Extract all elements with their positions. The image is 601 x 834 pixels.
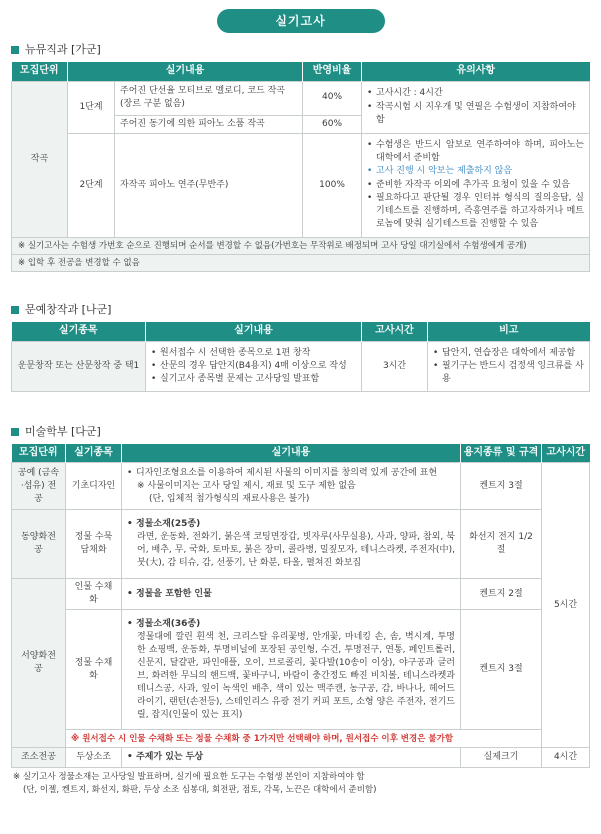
music-stage1: 1단계 (68, 81, 115, 133)
music-section-heading (11, 40, 590, 60)
music-stage2-note: • 필요하다고 판단될 경우 인터뷰 형식의 질의응답, 실기테스트를 진행하며, 즉흥연주를 하고자하거나 메트로놈에 맞춰 실기테스트를 진행할 수 있음 (367, 192, 584, 231)
music-stage2-note: • 준비한 자작곡 이외에 추가곡 요청이 있을 수 있음 (367, 179, 584, 192)
art-content-line: • 디자인조형요소를 이용하여 제시된 사물의 이미지를 창의력 있게 공간에 표현 (127, 467, 455, 480)
music-stage1-note: • 작곡시험 시 지우개 및 연필은 수험생이 지참하여야 함 (367, 101, 584, 127)
art-header-time: 고사시간 (542, 444, 590, 463)
music-stage2-item: 자작곡 피아노 연주(무반주) (115, 133, 303, 237)
writing-section-heading (11, 300, 590, 320)
writing-header-remarks: 비고 (428, 322, 590, 341)
writing-remark-item: • 답안지, 연습장은 대학에서 제공함 (433, 347, 584, 360)
music-heading-text: 뉴뮤직과 [가군] (25, 43, 101, 57)
music-stage1-note: • 고사시간 : 4시간 (367, 87, 584, 100)
music-header-ratio: 반영비율 (303, 62, 362, 81)
writing-content-item: • 원서접수 시 선택한 종목으로 1편 창작 (151, 347, 356, 360)
art-content-ink-wash (122, 510, 461, 579)
music-stage1-ratio1: 40% (303, 81, 362, 115)
art-unit-sculpture: 조소전공 (12, 748, 66, 768)
art-footnote-2: (단, 이젤, 켄트지, 화선지, 화판, 두상 소조 심봉대, 회전판, 점토, 각목, 노끈은 대학에서 준비함) (23, 784, 377, 795)
page-title: 실기고사 (217, 9, 385, 33)
music-unit-cell: 작곡 (12, 81, 68, 237)
art-subject-still-life: 정물 수채화 (66, 610, 122, 730)
art-content-line: • 주제가 있는 두상 (127, 751, 455, 764)
art-header-paper: 용지종류 및 규격 (461, 444, 542, 463)
art-table (11, 444, 590, 769)
writing-contents (146, 341, 362, 391)
art-unit-oriental: 동양화전공 (12, 510, 66, 579)
square-bullet-icon (11, 306, 19, 314)
music-stage2-note-highlight: • 고사 진행 시 악보는 제출하지 않음 (367, 165, 584, 178)
writing-remark-item: • 필기구는 반드시 검정색 잉크류를 사용 (433, 360, 584, 386)
art-content-note: ※ 사물이미지는 고사 당일 제시, 재료 및 도구 제한 없음 (137, 480, 356, 491)
art-content-basic-design (122, 463, 461, 510)
square-bullet-icon (11, 428, 19, 436)
art-subject-basic-design: 기초디자인 (66, 463, 122, 510)
writing-content-item: • 산문의 경우 답안지(B4용지) 4매 이상으로 작성 (151, 360, 356, 373)
title-wrap (11, 0, 590, 40)
art-content-list: 라면, 운동화, 전화기, 붉은색 코팅면장갑, 빗자루(사무실용), 사과, 양파, 참외, 북어, 배추, 무, 국화, 토마토, 붉은 장미, 콜라병, 밀짚모자, 테니스라켓, 주전자(中), 붓(大), 감 티슈, 감, 선풍기, 난 화분, 타올, 펼쳐진 화보집 (137, 532, 455, 569)
art-paper-head: 실제크기 (461, 748, 542, 768)
art-footnote-1: ※ 실기고사 정물소재는 고사당일 발표하며, 실기에 필요한 도구는 수험생 본인이 지참하여야 함 (13, 772, 365, 783)
writing-header-content: 실기내용 (146, 322, 362, 341)
music-footnote-1: ※ 실기고사는 수험생 가번호 순으로 진행되며 순서를 변경할 수 없음(가번호는 무작위로 배정되며 고사 당일 대기실에서 수험생에게 공개) (12, 237, 590, 254)
art-content-still-life (122, 610, 461, 730)
square-bullet-icon (11, 46, 19, 54)
art-subject-portrait: 인물 수채화 (66, 579, 122, 610)
music-stage2-notes (362, 133, 590, 237)
art-paper-basic-design: 켄트지 3절 (461, 463, 542, 510)
art-content-heading: • 정물소재(36종) (127, 618, 455, 631)
art-western-note: ※ 원서접수 시 인물 수채화 또는 정물 수채화 중 1가지만 선택해야 하며, 원서접수 이후 변경은 불가함 (66, 730, 542, 748)
art-content-heading: • 정물소재(25종) (127, 518, 455, 531)
writing-subject: 운문창작 또는 산문창작 중 택1 (12, 341, 146, 391)
art-heading-text: 미술학부 [다군] (25, 424, 101, 438)
art-time-main: 5시간 (542, 463, 590, 748)
music-stage2-note: • 수험생은 반드시 암보로 연주하여야 하며, 피아노는 대학에서 준비함 (367, 139, 584, 165)
art-content-line: • 정물을 포함한 인물 (127, 588, 455, 601)
art-paper-portrait: 켄트지 2절 (461, 579, 542, 610)
art-section-heading (11, 422, 590, 442)
art-header-subject: 실기종목 (66, 444, 122, 463)
art-content-portrait (122, 579, 461, 610)
art-subject-head: 두상소조 (66, 748, 122, 768)
art-content-head (122, 748, 461, 768)
art-content-note: (단, 입체적 첨가형식의 재료사용은 불가) (149, 493, 310, 504)
music-stage2: 2단계 (68, 133, 115, 237)
art-paper-ink-wash: 화선지 전지 1/2절 (461, 510, 542, 579)
music-header-notes: 유의사항 (362, 62, 590, 81)
writing-content-item: • 실기고사 종목별 문제는 고사당일 발표함 (151, 373, 356, 386)
art-unit-western: 서양화전공 (12, 579, 66, 748)
writing-table (11, 322, 590, 392)
art-time-head: 4시간 (542, 748, 590, 768)
art-unit-craft: 공예 (금속·섬유) 전공 (12, 463, 66, 510)
writing-time: 3시간 (362, 341, 428, 391)
writing-header-time: 고사시간 (362, 322, 428, 341)
art-header-content: 실기내용 (122, 444, 461, 463)
art-subject-ink-wash: 정물 수묵담채화 (66, 510, 122, 579)
music-stage1-item2: 주어진 동기에 의한 피아노 소품 작곡 (115, 115, 303, 133)
music-stage1-notes (362, 81, 590, 133)
art-paper-still-life: 켄트지 3절 (461, 610, 542, 730)
art-footnote (11, 768, 590, 799)
writing-heading-text: 문예창작과 [나군] (25, 303, 112, 317)
music-stage2-ratio: 100% (303, 133, 362, 237)
music-table (11, 62, 590, 272)
music-footnote-2: ※ 입학 후 전공을 변경할 수 없음 (12, 254, 590, 271)
music-stage1-item1: 주어진 단선율 모티브로 멜로디, 코드 작곡 (장르 구분 없음) (115, 81, 303, 115)
music-header-content: 실기내용 (68, 62, 303, 81)
art-header-unit: 모집단위 (12, 444, 66, 463)
art-content-list: 정물대에 깔린 흰색 천, 크리스탈 유리꽃병, 안개꽃, 마네킹 손, 솜, 벽시계, 투명한 쇼핑백, 운동화, 투명비닐에 포장된 공인형, 수건, 투명전구, 연통, 페인트롤러, 신문지, 달걀판, 파인애플, 오이, 브로콜리, 꽃다발(10송이 이상), 야구공과 글러브, 화려한 무늬의 핸드백, 꽃바구니, 바람이 충간정도 빠진 비치볼, 테니스라켓과 테니스공, 사과, 잎이 녹색인 배추, 색이 있는 맥주캔, 농구공, 감, 바나나, 헤어드라이기, 랜턴(손전등), 스테인리스 유광 전기 커피 포트, 소형 양은 주전자, 전기드릴, 잡지(인물이 있는 표지) (137, 631, 455, 720)
music-header-unit: 모집단위 (12, 62, 68, 81)
music-stage1-ratio2: 60% (303, 115, 362, 133)
writing-remarks (428, 341, 590, 391)
writing-header-subject: 실기종목 (12, 322, 146, 341)
